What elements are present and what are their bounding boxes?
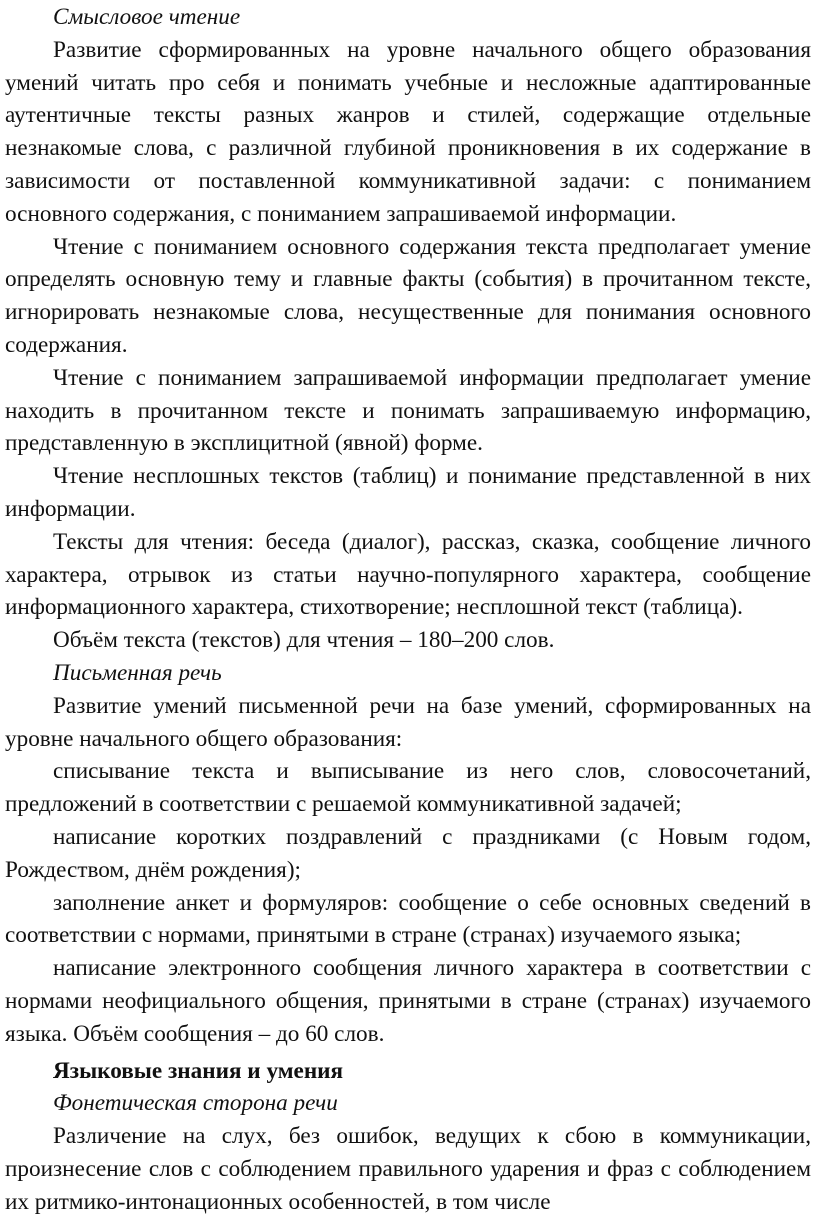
paragraph-phonetic-skills: Различение на слух, без ошибок, ведущих к сбою в коммуникации, произнесение слов с соблюдением правильного ударения и фраз с соблюдением их ритмико-интонационных особенностей, в том числе [5,1123,811,1215]
paragraph-non-continuous-texts: Чтение несплошных текстов (таблиц) и понимание представленной в них информации. [5,463,811,522]
paragraph-reading-skills: Развитие сформированных на уровне начального общего образования умений читать про себя и понимать учебные и несложные адаптированные аутентичные тексты разных жанров и стилей, содержащие отдельные незнакомые слова, с различной глубиной проникновения в их содержание в зависимости от поставленной коммуникативной задачи: с пониманием основного содержания, с пониманием запрашиваемой информации. [5,36,811,227]
paragraph-text-volume: Объём текста (текстов) для чтения – 180–200 слов. [53,627,555,654]
paragraph-forms: заполнение анкет и формуляров: сообщение о себе основных сведений в соответствии с нормами, принятыми в стране (странах) изучаемого языка; [5,889,811,949]
paragraph-main-content-reading: Чтение с пониманием основного содержания текста предполагает умение определять основную тему и главные факты (события) в прочитанном тексте, игнорировать незнакомые слова, несущественные для понимания основного содержания. [5,233,811,358]
paragraph-copying: списывание текста и выписывание из него слов, словосочетаний, предложений в соответствии с решаемой коммуникативной задачей; [5,758,811,818]
paragraph-requested-info-reading: Чтение с пониманием запрашиваемой информации предполагает умение находить в прочитанном тексте и понимать запрашиваемую информацию, представленную в эксплицитной (явной) форме. [5,364,811,457]
heading-phonetic: Фонетическая сторона речи [53,1090,338,1117]
paragraph-greetings: написание коротких поздравлений с праздниками (с Новым годом, Рождеством, днём рождения); [5,823,811,883]
paragraph-written-skills: Развитие умений письменной речи на базе умений, сформированных на уровне начального общего образования: [5,692,811,752]
heading-language-skills: Языковые знания и умения [53,1057,344,1084]
heading-written-speech: Письменная речь [53,659,222,686]
paragraph-email: написание электронного сообщения личного характера в соответствии с нормами неофициального общения, принятыми в стране (странах) изучаемого языка. Объём сообщения – до 60 слов. [5,955,811,1047]
paragraph-reading-texts: Тексты для чтения: беседа (диалог), рассказ, сказка, сообщение личного характера, отрывок из статьи научно-популярного характера, сообщение информационного характера, стихотворение; несплошной текст (таблица). [5,528,811,621]
heading-semantic-reading: Смысловое чтение [53,4,241,30]
